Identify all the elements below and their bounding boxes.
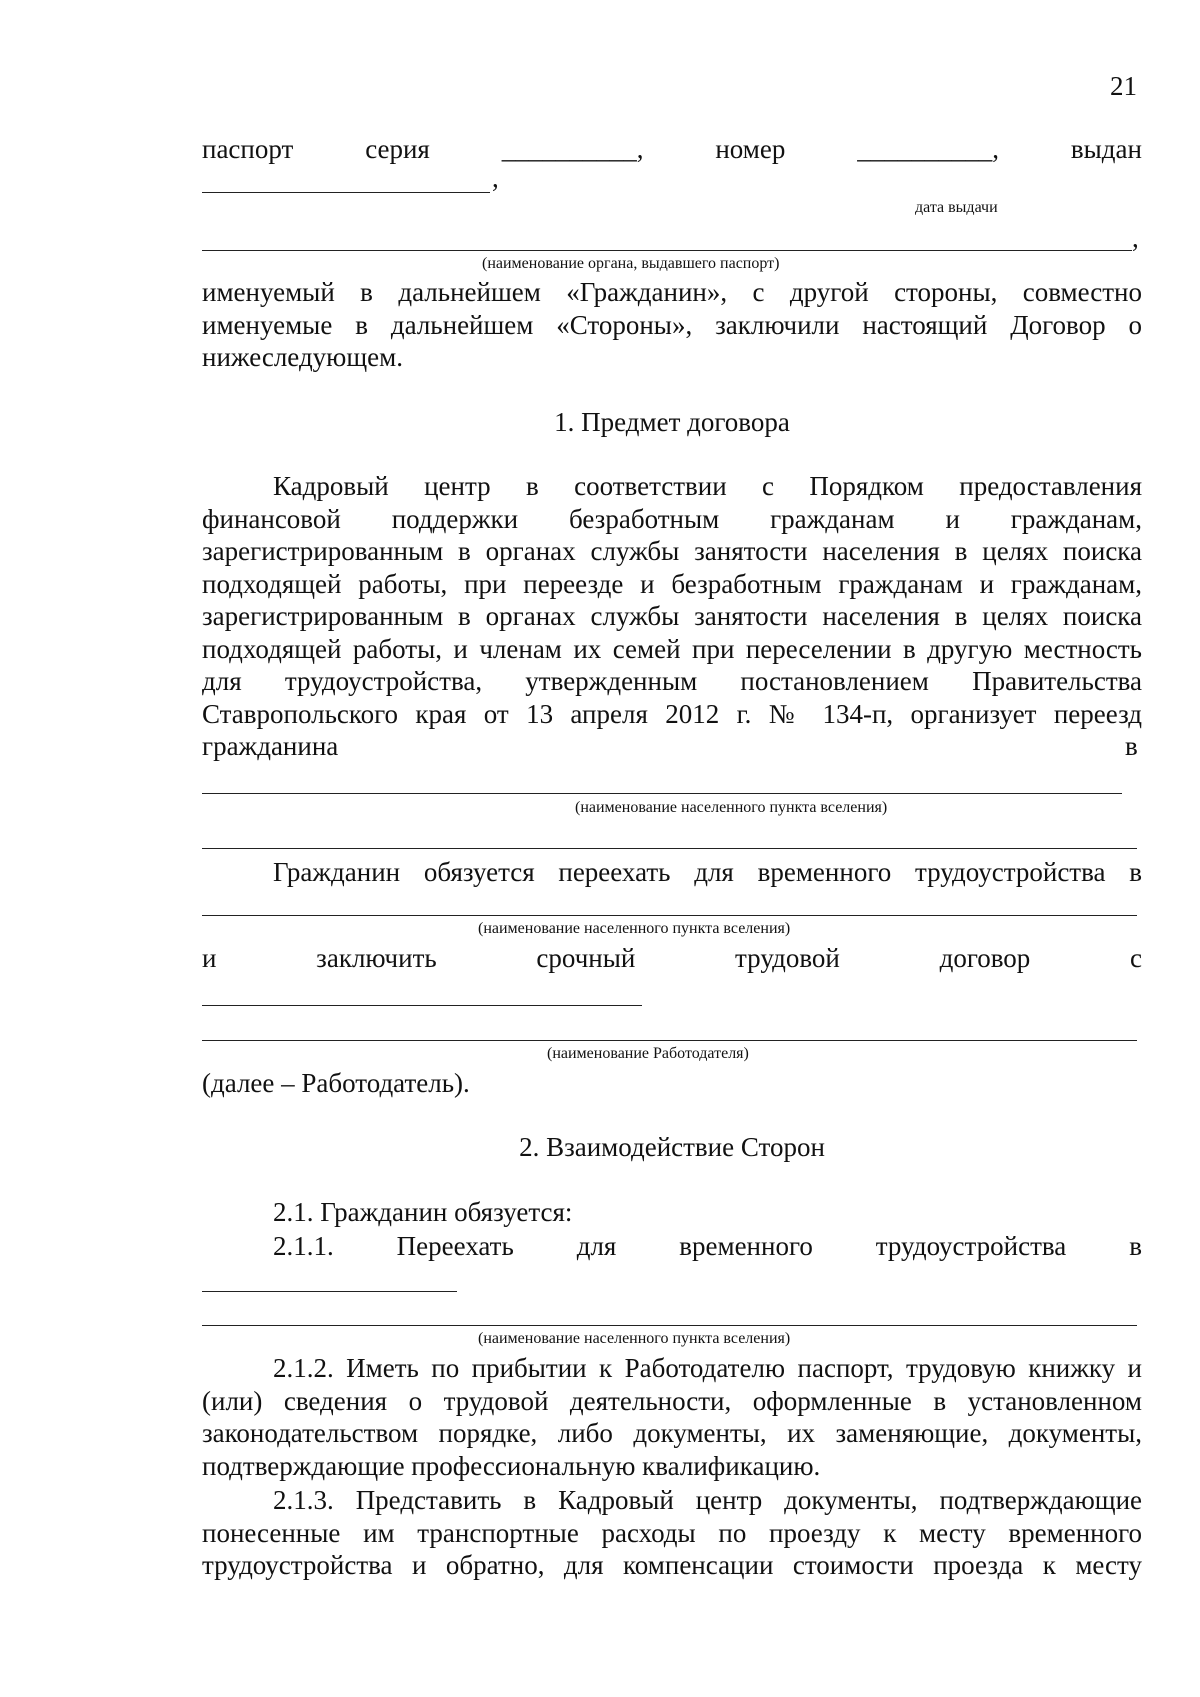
settlement-caption: (наименование населенного пункта вселения) — [478, 1330, 791, 1347]
number-word: номер — [715, 134, 786, 164]
text-line: 2.1.2. Иметь по прибытии к Работодателю паспорт, трудовую книжку и — [273, 1353, 1142, 1383]
text-line: именуемые в дальнейшем «Стороны», заключили настоящий Договор о — [202, 309, 1142, 340]
employer-blank-2 — [202, 1040, 1137, 1041]
word: временного — [679, 1231, 813, 1261]
text-line: понесенные им транспортные расходы по проезду к месту временного — [202, 1517, 1142, 1548]
text-line: зарегистрированным в органах службы занятости населения в целях поиска — [202, 601, 1142, 631]
section-heading: 1. Предмет договора — [554, 407, 790, 437]
text-line: трудоустройства и обратно, для компенсации стоимости проезда к месту — [202, 1550, 1142, 1580]
employer-blank — [202, 1005, 642, 1006]
clause-2-1-1 — [273, 1230, 1142, 1262]
text-line: Ставропольского края от 13 апреля 2012 г. № 134-п, организует переезд — [202, 698, 1142, 729]
word: и — [202, 943, 217, 973]
number-blank: __________, — [857, 134, 999, 164]
word: с — [1130, 943, 1142, 973]
employer-note: (далее – Работодатель). — [202, 1068, 470, 1098]
word: договор — [939, 943, 1031, 973]
contract-line — [202, 942, 1142, 974]
word: Переехать — [396, 1231, 514, 1261]
subject-paragraph — [202, 470, 1142, 730]
move-obligation: Гражданин обязуется переехать для временного трудоустройства в — [273, 857, 1142, 887]
text-line: (или) сведения о трудовой деятельности, оформленные в установленном — [202, 1385, 1142, 1416]
word: в — [1129, 1231, 1142, 1261]
settlement-blank-3 — [202, 915, 1137, 916]
text-line: в — [1125, 731, 1138, 761]
word: трудоустройства — [875, 1231, 1067, 1261]
settlement-blank-2 — [202, 848, 1137, 849]
issued-by-blank — [202, 192, 490, 193]
clause-2-1: 2.1. Гражданин обязуется: — [273, 1197, 573, 1227]
date-caption: дата выдачи — [915, 199, 998, 216]
word: для — [576, 1231, 617, 1261]
settlement-blank-5 — [202, 1325, 1137, 1326]
text-line: законодательством порядке, либо документы, их заменяющие, документы, — [202, 1418, 1142, 1448]
section-heading: 2. Взаимодействие Сторон — [519, 1132, 825, 1162]
comma: , — [492, 163, 499, 193]
issued-word: выдан — [1070, 134, 1142, 164]
series-blank: __________, — [501, 134, 644, 164]
intro-paragraph — [202, 276, 1142, 374]
settlement-blank-4 — [202, 1291, 457, 1292]
settlement-blank — [202, 793, 1122, 794]
employer-caption: (наименование Работодателя) — [547, 1045, 749, 1062]
clause-2-1-3 — [202, 1484, 1142, 1582]
text-line: финансовой поддержки безработным гражданам и гражданам, — [202, 503, 1142, 534]
clause-2-1-2 — [202, 1352, 1142, 1482]
word: заключить — [316, 943, 437, 973]
text-line: зарегистрированным в органах службы занятости населения в целях поиска — [202, 536, 1142, 566]
text-line: Кадровый центр в соответствии с Порядком предоставления — [273, 471, 1142, 501]
text-line: подтверждающие профессиональную квалификацию. — [202, 1450, 821, 1481]
settlement-caption: (наименование населенного пункта вселения) — [478, 920, 791, 937]
text-line: нижеследующем. — [202, 342, 403, 372]
text-line: именуемый в дальнейшем «Гражданин», с другой стороны, совместно — [202, 277, 1142, 307]
series-word: серия — [365, 134, 430, 164]
word: трудовой — [735, 943, 840, 973]
text-line: 2.1.3. Представить в Кадровый центр документы, подтверждающие — [273, 1485, 1142, 1515]
passport-word: паспорт — [202, 134, 294, 164]
word: 2.1.1. — [273, 1231, 334, 1261]
text-line: подходящей работы, при переезде и безработным гражданам и гражданам, — [202, 568, 1142, 599]
text-line: гражданина — [202, 731, 339, 761]
page-number: 21 — [1110, 71, 1137, 101]
passport-line — [202, 133, 1142, 165]
word: срочный — [536, 943, 636, 973]
text-line: для трудоустройства, утвержденным постановлением Правительства — [202, 666, 1142, 696]
issuer-blank — [202, 250, 1132, 251]
comma: , — [1132, 223, 1139, 253]
text-line: подходящей работы, и членам их семей при переселении в другую местность — [202, 633, 1142, 664]
issuer-caption: (наименование органа, выдавшего паспорт) — [482, 255, 780, 272]
settlement-caption: (наименование населенного пункта вселения) — [575, 799, 888, 816]
